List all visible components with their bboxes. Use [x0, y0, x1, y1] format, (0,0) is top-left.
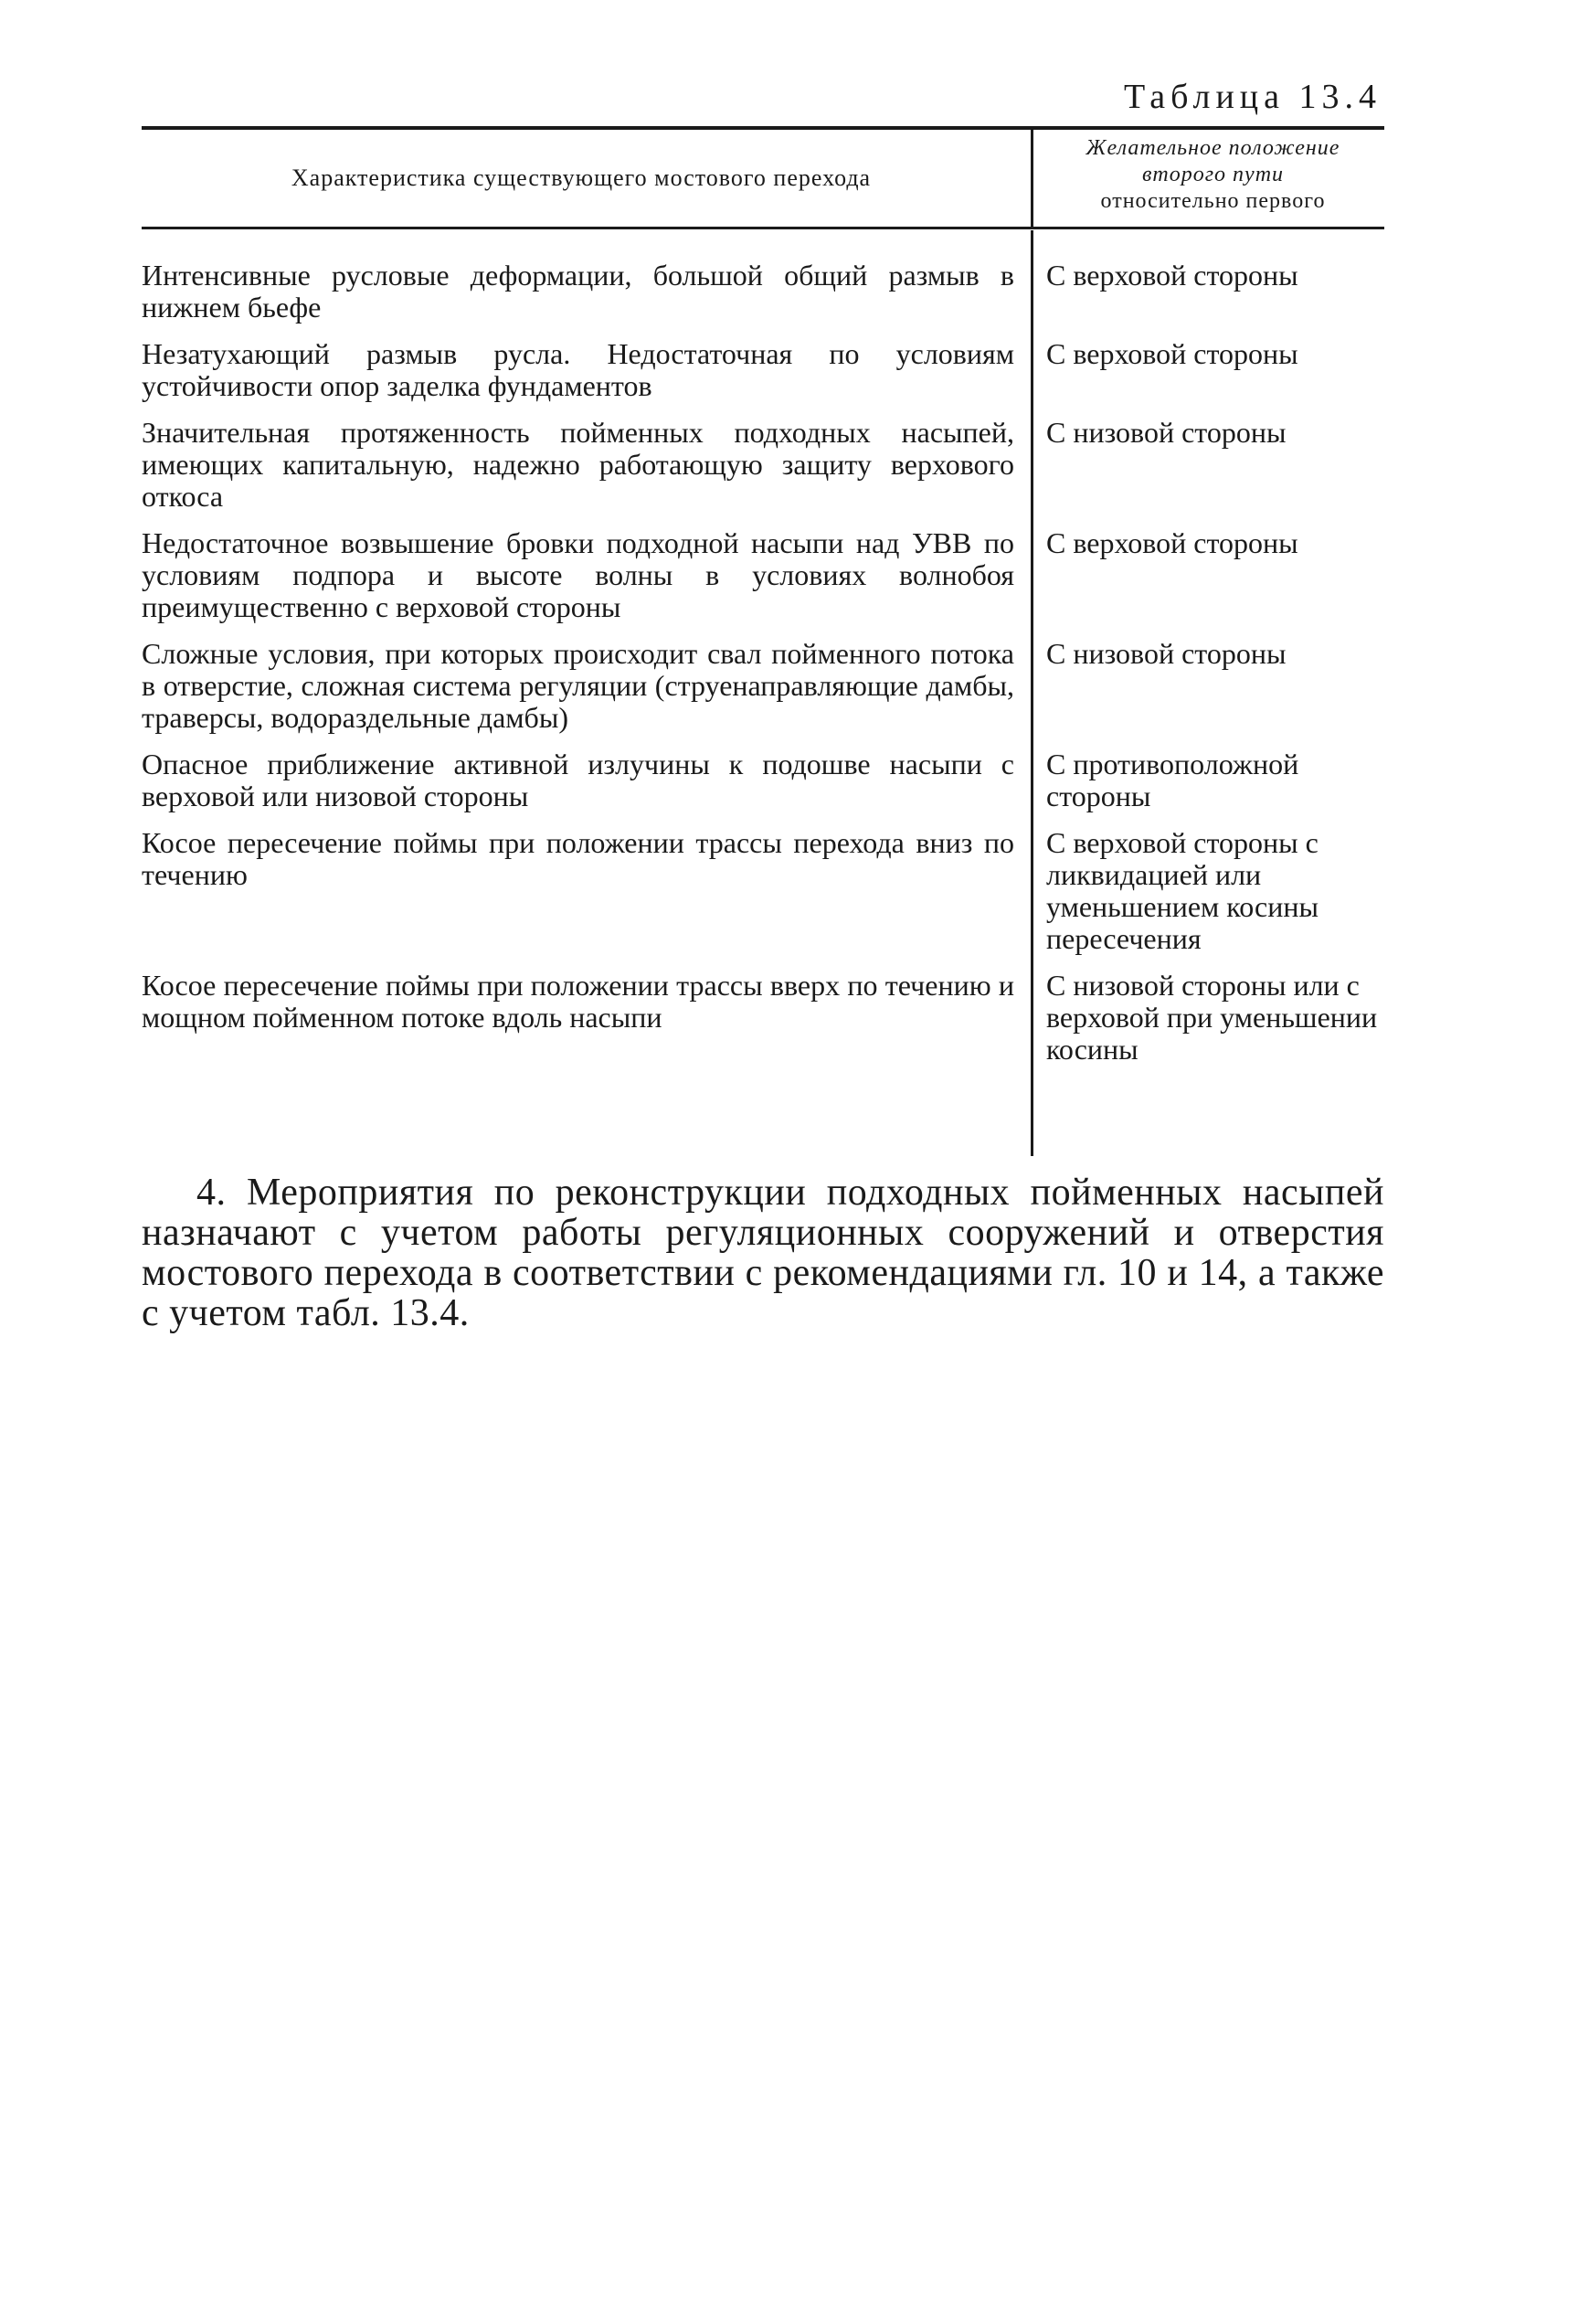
table-row	[142, 748, 1384, 812]
table-row	[142, 417, 1384, 513]
header-characteristic: Характеристика существующего мостового перехода	[291, 164, 872, 191]
table-top-rule	[142, 126, 1384, 130]
header-desired-position	[1042, 135, 1384, 215]
row-position: С верховой стороны	[1046, 526, 1298, 559]
header-desired-position-italic: Желательное положение второго пути	[1086, 136, 1340, 186]
table-row	[142, 338, 1384, 402]
row-characteristic: Сложные условия, при которых происходит свал пойменного потока в отверстие, сложная система регуляции (струенаправляющие дамбы, траверсы, водораздельные дамбы)	[142, 637, 1014, 734]
row-position: С верховой стороны	[1046, 337, 1298, 370]
row-position: С низовой стороны	[1046, 416, 1287, 449]
table-row	[142, 527, 1384, 623]
header-column-divider	[1031, 130, 1033, 227]
row-position: С противоположной стороны	[1046, 748, 1299, 812]
row-characteristic: Косое пересечение поймы при положении трассы перехода вниз по течению	[142, 826, 1014, 891]
body-paragraph: 4. Мероприятия по реконструкции подходных пойменных насыпей назначают с учетом работы регуляционных сооружений и отверстия мостового перехода в соответствии с рекомендациями гл. 10 и 14, а также с учетом табл. 13.4.	[142, 1172, 1384, 1334]
row-characteristic: Опасное приближение активной излучины к подошве насыпи с верховой или низовой стороны	[142, 748, 1014, 812]
row-characteristic: Незатухающий размыв русла. Недостаточная по условиям устойчивости опор заделка фундаментов	[142, 337, 1014, 402]
row-characteristic: Значительная протяженность пойменных подходных насыпей, имеющих капитальную, надежно работающую защиту верхового откоса	[142, 416, 1014, 513]
row-position: С верховой стороны	[1046, 259, 1298, 292]
row-characteristic: Интенсивные русловые деформации, большой общий размыв в нижнем бьефе	[142, 259, 1014, 324]
row-characteristic: Косое пересечение поймы при положении трассы вверх по течению и мощном пойменном потоке вдоль насыпи	[142, 969, 1014, 1034]
table-row	[142, 827, 1384, 955]
row-characteristic: Недостаточное возвышение бровки подходной насыпи над УВВ по условиям подпора и высоте волны в условиях волнобоя преимущественно с верховой стороны	[142, 526, 1014, 623]
table-row	[142, 260, 1384, 324]
table-header-rule	[142, 227, 1384, 229]
row-position: С верховой стороны с ликвидацией или уменьшением косины пересечения	[1046, 826, 1319, 955]
header-desired-position-upright: относительно первого	[1100, 189, 1326, 213]
row-position: С низовой стороны	[1046, 637, 1287, 670]
table-caption: Таблица 13.4	[1123, 78, 1382, 116]
row-position: С низовой стороны или с верховой при уменьшении косины	[1046, 969, 1378, 1066]
table-row	[142, 970, 1384, 1066]
table-body	[142, 260, 1384, 1080]
table-row	[142, 638, 1384, 734]
